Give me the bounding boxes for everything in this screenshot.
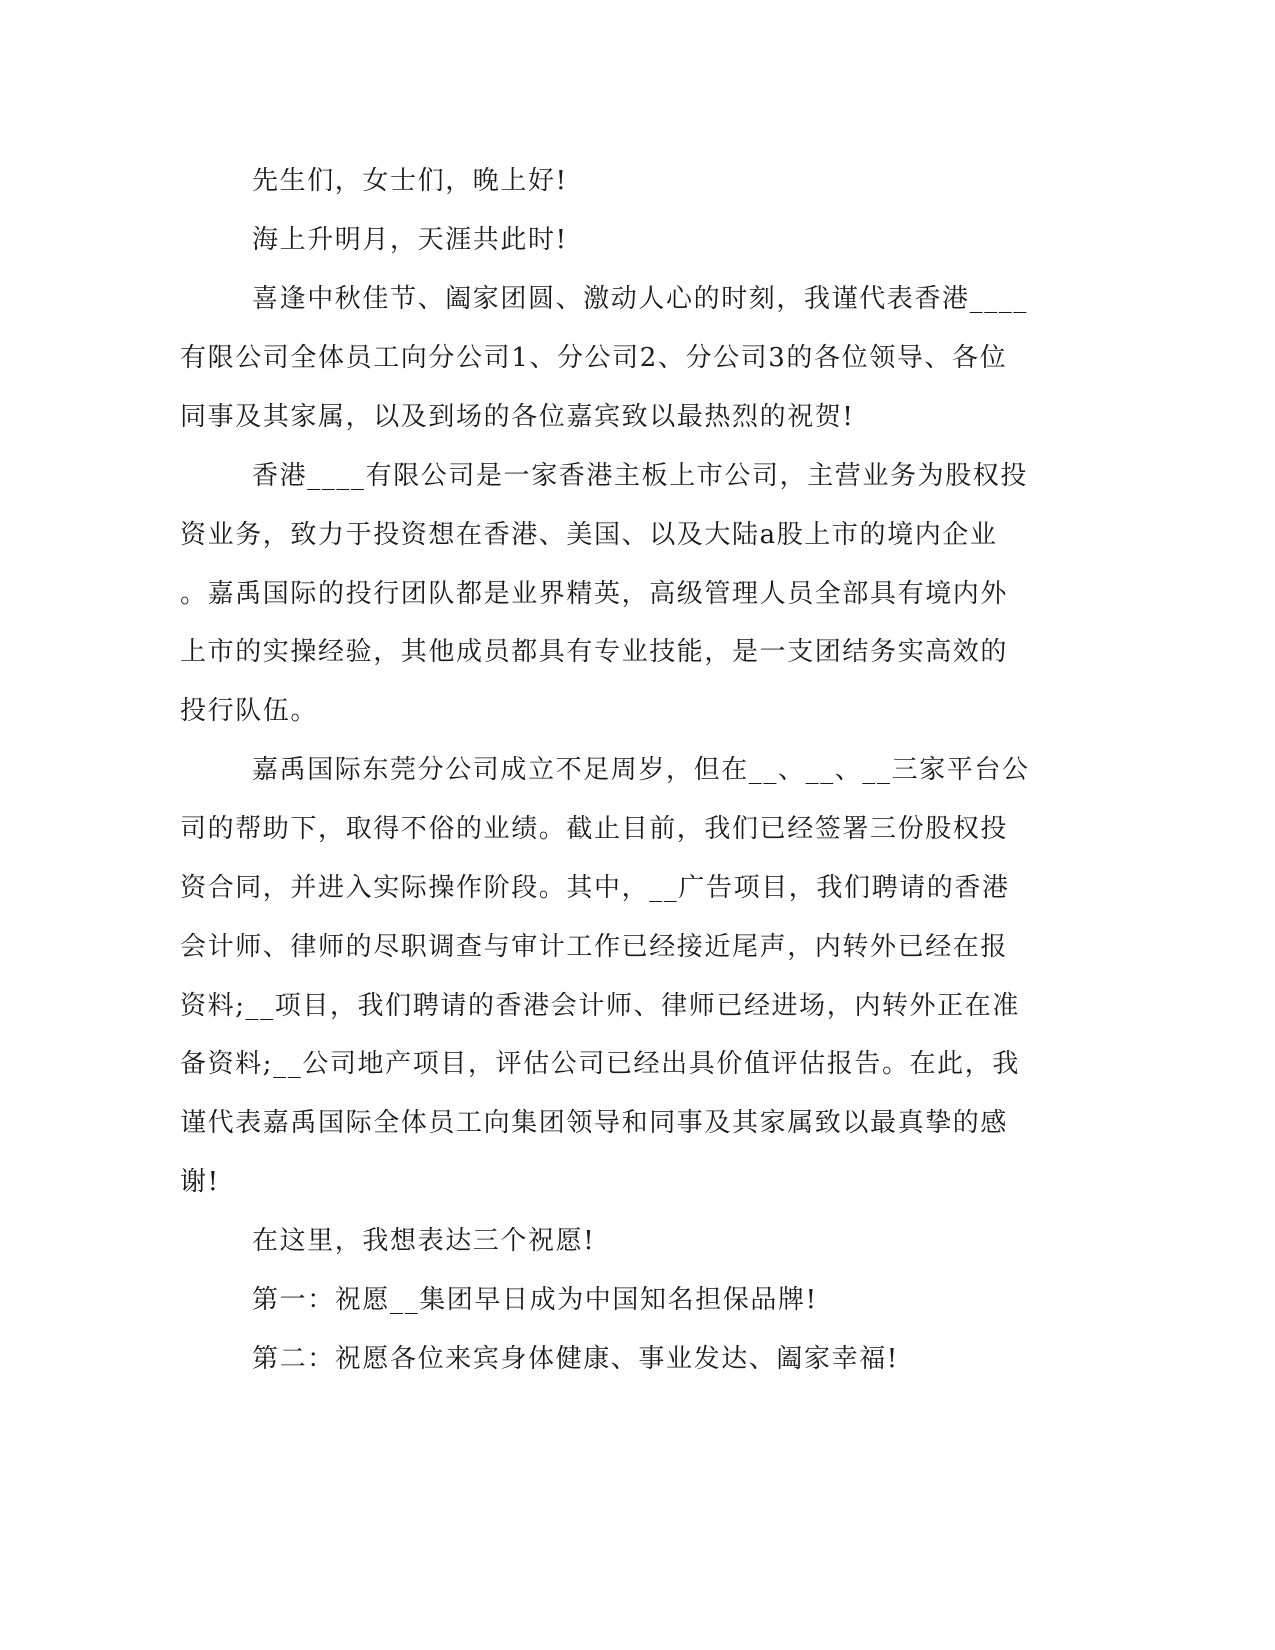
paragraph-line: 司的帮助下，取得不俗的业绩。截止目前，我们已经签署三份股权投: [180, 814, 1009, 844]
paragraph-line: 备资料;__公司地产项目，评估公司已经出具价值评估报告。在此，我: [180, 1049, 1020, 1079]
paragraph-line: 资料;__项目，我们聘请的香港会计师、律师已经进场，内转外正在准: [180, 991, 1020, 1021]
paragraph-line: 资合同，并进入实际操作阶段。其中，__广告项目，我们聘请的香港: [180, 873, 1010, 903]
paragraph-line: 有限公司全体员工向分公司1、分公司2、分公司3的各位领导、各位: [180, 343, 1008, 373]
paragraph-line: 香港____有限公司是一家香港主板上市公司，主营业务为股权投: [252, 461, 1029, 491]
wishes-intro-line: 在这里，我想表达三个祝愿!: [252, 1226, 596, 1256]
paragraph-line: 嘉禹国际东莞分公司成立不足周岁，但在__、__、__三家平台公: [252, 755, 1030, 785]
paragraph-line: 投行队伍。: [180, 696, 319, 726]
greeting-line: 先生们，女士们，晚上好!: [252, 166, 568, 196]
paragraph-line: 喜逢中秋佳节、阖家团圆、激动人心的时刻，我谨代表香港____: [252, 284, 1029, 314]
paragraph-line: 谢!: [180, 1167, 220, 1197]
paragraph-line: 资业务，致力于投资想在香港、美国、以及大陆a股上市的境内企业: [180, 520, 998, 550]
paragraph-line: 谨代表嘉禹国际全体员工向集团领导和同事及其家属致以最真挚的感: [180, 1108, 1009, 1138]
paragraph-line: 。嘉禹国际的投行团队都是业界精英，高级管理人员全部具有境内外: [180, 579, 1009, 609]
paragraph-line: 会计师、律师的尽职调查与审计工作已经接近尾声，内转外已经在报: [180, 932, 1009, 962]
paragraph-line: 上市的实操经验，其他成员都具有专业技能，是一支团结务实高效的: [180, 637, 1009, 667]
paragraph-line: 同事及其家属，以及到场的各位嘉宾致以最热烈的祝贺!: [180, 402, 855, 432]
wish-line: 第二：祝愿各位来宾身体健康、事业发达、阖家幸福!: [252, 1344, 899, 1374]
poem-line: 海上升明月，天涯共此时!: [252, 225, 568, 255]
wish-line: 第一：祝愿__集团早日成为中国知名担保品牌!: [252, 1285, 818, 1315]
